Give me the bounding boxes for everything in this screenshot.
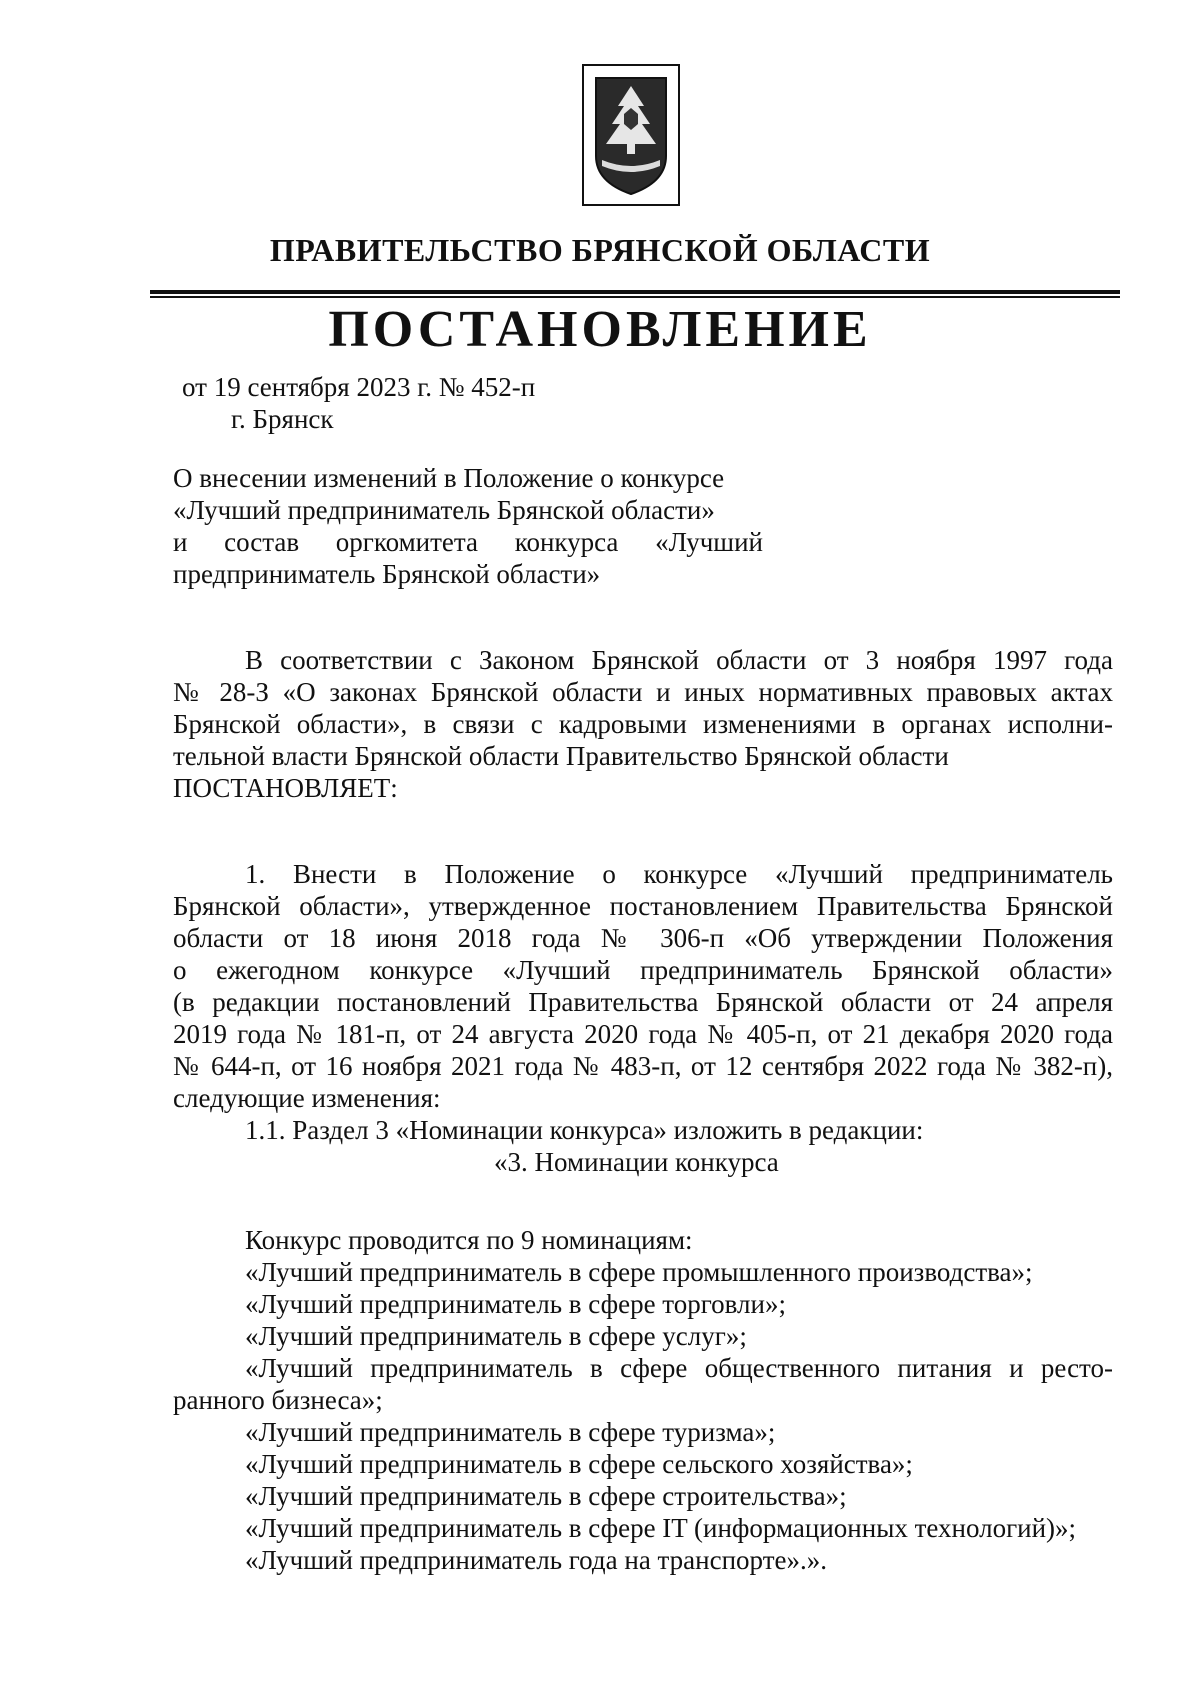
preamble-line: № 28-З «О законах Брянской области и иных нормативных правовых актах [173, 677, 1113, 707]
document-type-heading: ПОСТАНОВЛЕНИЕ [328, 301, 872, 358]
header-rule-thick [150, 290, 1120, 294]
item-1-line: 1. Внести в Положение о конкурсе «Лучший предприниматель [245, 859, 1113, 889]
subject-line: «Лучший предприниматель Брянской области» [173, 495, 715, 525]
government-title: ПРАВИТЕЛЬСТВО БРЯНСКОЙ ОБЛАСТИ [269, 232, 931, 268]
subject-line: О внесении изменений в Положение о конкурсе [173, 463, 725, 493]
item-1-line: о ежегодном конкурсе «Лучший предприниматель Брянской области» [173, 955, 1113, 985]
nomination-item: «Лучший предприниматель года на транспорте».». [245, 1545, 827, 1575]
preamble-line: тельной власти Брянской области Правительство Брянской области [173, 741, 949, 771]
nomination-item: «Лучший предприниматель в сфере сельского хозяйства»; [245, 1449, 913, 1479]
item-1-line: Брянской области», утвержденное постановлением Правительства Брянской [173, 891, 1113, 921]
item-1-line: 2019 года № 181-п, от 24 августа 2020 года № 405-п, от 21 декабря 2020 года [173, 1019, 1113, 1049]
subject-line: предприниматель Брянской области» [173, 559, 601, 589]
subject-line: и состав оргкомитета конкурса «Лучший [173, 527, 763, 557]
item-1-line: области от 18 июня 2018 года № 306-п «Об утверждении Положения [173, 923, 1113, 953]
nomination-item: «Лучший предприниматель в сфере строительства»; [245, 1481, 847, 1511]
item-1-1-line: 1.1. Раздел 3 «Номинации конкурса» изложить в редакции: [245, 1115, 924, 1145]
nomination-item: «Лучший предприниматель в сфере IT (информационных технологий)»; [245, 1513, 1077, 1543]
nomination-item: «Лучший предприниматель в сфере туризма»; [245, 1417, 776, 1447]
item-1-line: № 644-п, от 16 ноября 2021 года № 483-п, от 12 сентября 2022 года № 382-п), [173, 1051, 1113, 1081]
preamble-line: Брянской области», в связи с кадровыми изменениями в органах исполни- [173, 709, 1113, 739]
nomination-item: «Лучший предприниматель в сфере общественного питания и ресто- [245, 1353, 1113, 1383]
preamble-line: ПОСТАНОВЛЯЕТ: [173, 773, 398, 803]
city-line: г. Брянск [231, 404, 334, 434]
nomination-item: «Лучший предприниматель в сфере промышленного производства»; [245, 1257, 1033, 1287]
item-1-line: следующие изменения: [173, 1083, 441, 1113]
preamble-line: В соответствии с Законом Брянской области от 3 ноября 1997 года [245, 645, 1113, 675]
nomination-intro: Конкурс проводится по 9 номинациям: [245, 1225, 693, 1255]
nomination-item: ранного бизнеса»; [173, 1385, 383, 1415]
item-1-line: (в редакции постановлений Правительства Брянской области от 24 апреля [173, 987, 1113, 1017]
nomination-item: «Лучший предприниматель в сфере услуг»; [245, 1321, 747, 1351]
nomination-item: «Лучший предприниматель в сфере торговли»; [245, 1289, 786, 1319]
coat-of-arms-emblem [582, 64, 680, 206]
section-heading: «3. Номинации конкурса [494, 1147, 779, 1177]
date-number-line: от 19 сентября 2023 г. № 452-п [182, 372, 536, 402]
header-rule-thin [150, 296, 1120, 298]
